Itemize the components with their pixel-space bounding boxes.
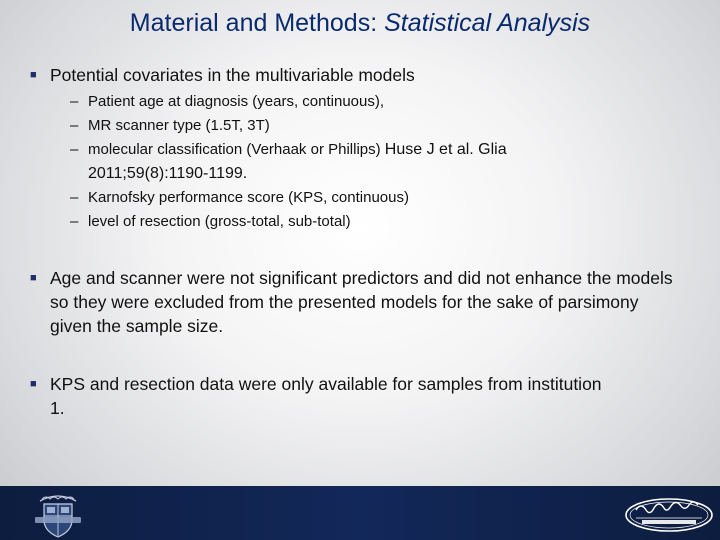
sub-bullet-classification	[70, 138, 670, 186]
sub-bullet-text-wrap	[70, 138, 568, 186]
sub-bullet-text: molecular classification (Verhaak or Phillips)	[88, 141, 385, 158]
sub-bullet-scanner	[70, 114, 670, 138]
sub-bullet-age	[70, 90, 670, 114]
footer-bar	[0, 486, 720, 540]
dash-icon: –	[70, 117, 79, 134]
henry-ford-health-system-logo	[622, 492, 716, 536]
sub-bullet-text: Patient age at diagnosis (years, continuous),	[88, 93, 385, 110]
title-italic: Statistical Analysis	[384, 9, 591, 37]
square-bullet-icon: ■	[30, 272, 37, 284]
bullet-age-scanner	[30, 266, 680, 338]
slide-title	[0, 6, 720, 40]
sub-bullet-text: level of resection (gross-total, sub-total)	[88, 213, 351, 230]
dash-icon: –	[70, 141, 79, 158]
dash-icon: –	[70, 189, 79, 206]
university-crest-icon	[30, 489, 86, 539]
dash-icon: –	[70, 93, 79, 110]
citation: Huse J et al. Glia 2011;59(8):1190-1199.	[88, 141, 507, 182]
square-bullet-icon: ■	[30, 378, 37, 390]
square-bullet-icon: ■	[30, 69, 37, 81]
sub-bullet-resection	[70, 210, 670, 234]
bullet-text: Age and scanner were not significant predictors and did not enhance the models so they were excluded from the presented models for the sake of parsimony given the sample size.	[50, 268, 673, 336]
sub-bullet-kps	[70, 186, 670, 210]
title-main: Material and Methods:	[129, 9, 385, 37]
dash-icon: –	[70, 213, 79, 230]
sub-bullet-text: MR scanner type (1.5T, 3T)	[88, 117, 270, 134]
bullet-text: KPS and resection data were only available for samples from institution 1.	[50, 374, 602, 418]
sub-bullet-text: Karnofsky performance score (KPS, continuous)	[88, 189, 409, 206]
bullet-text: Potential covariates in the multivariable models	[50, 65, 415, 85]
bullet-kps-resection	[30, 372, 680, 420]
bullet-covariates	[30, 63, 680, 87]
